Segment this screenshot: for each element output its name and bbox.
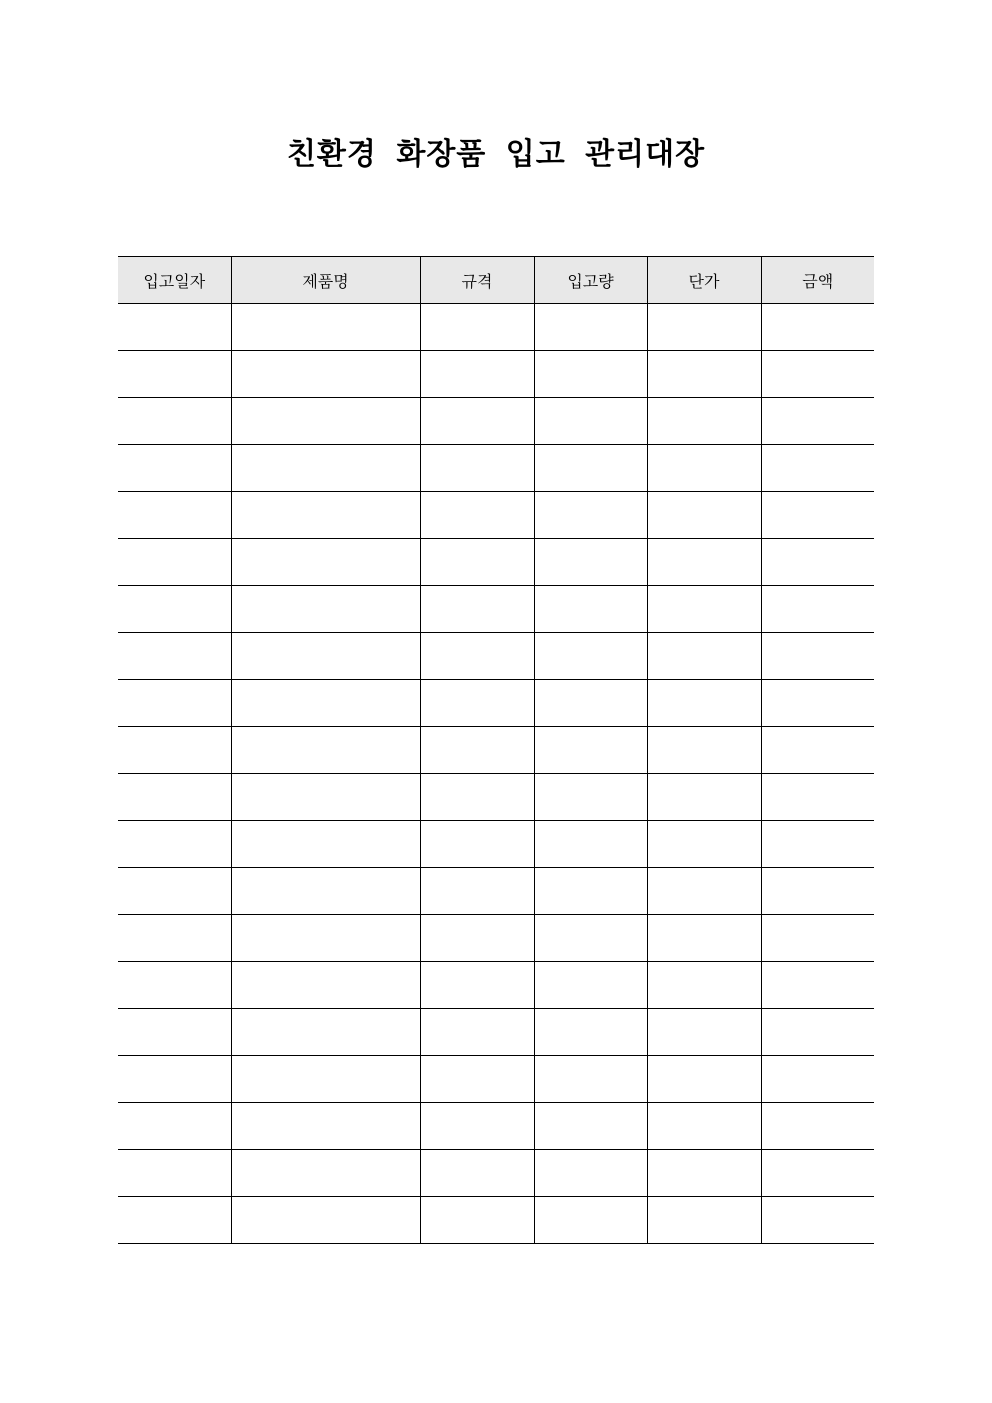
cell-amount[interactable] xyxy=(761,1056,874,1103)
cell-product-name[interactable] xyxy=(231,962,420,1009)
cell-receipt-date[interactable] xyxy=(118,774,231,821)
table-row xyxy=(118,962,874,1009)
cell-quantity[interactable] xyxy=(534,304,647,351)
cell-amount[interactable] xyxy=(761,351,874,398)
cell-receipt-date[interactable] xyxy=(118,586,231,633)
cell-unit-price[interactable] xyxy=(647,1056,761,1103)
cell-quantity[interactable] xyxy=(534,1150,647,1197)
cell-quantity[interactable] xyxy=(534,539,647,586)
cell-unit-price[interactable] xyxy=(647,727,761,774)
cell-receipt-date[interactable] xyxy=(118,445,231,492)
cell-receipt-date[interactable] xyxy=(118,633,231,680)
cell-quantity[interactable] xyxy=(534,633,647,680)
cell-specification[interactable] xyxy=(420,304,534,351)
cell-quantity[interactable] xyxy=(534,492,647,539)
cell-receipt-date[interactable] xyxy=(118,1197,231,1244)
cell-quantity[interactable] xyxy=(534,1103,647,1150)
cell-product-name[interactable] xyxy=(231,1056,420,1103)
cell-quantity[interactable] xyxy=(534,398,647,445)
table-row xyxy=(118,1197,874,1244)
cell-specification[interactable] xyxy=(420,1009,534,1056)
cell-amount[interactable] xyxy=(761,398,874,445)
cell-amount[interactable] xyxy=(761,1009,874,1056)
cell-specification[interactable] xyxy=(420,1150,534,1197)
cell-product-name[interactable] xyxy=(231,633,420,680)
cell-unit-price[interactable] xyxy=(647,1197,761,1244)
cell-quantity[interactable] xyxy=(534,915,647,962)
table-row xyxy=(118,868,874,915)
cell-amount[interactable] xyxy=(761,774,874,821)
cell-receipt-date[interactable] xyxy=(118,492,231,539)
cell-product-name[interactable] xyxy=(231,680,420,727)
cell-specification[interactable] xyxy=(420,868,534,915)
column-header-receipt-date: 입고일자 xyxy=(118,257,231,304)
table-row xyxy=(118,774,874,821)
cell-product-name[interactable] xyxy=(231,1197,420,1244)
cell-quantity[interactable] xyxy=(534,1056,647,1103)
cell-receipt-date[interactable] xyxy=(118,304,231,351)
cell-amount[interactable] xyxy=(761,962,874,1009)
table-row xyxy=(118,1009,874,1056)
cell-quantity[interactable] xyxy=(534,727,647,774)
table-row xyxy=(118,1103,874,1150)
cell-receipt-date[interactable] xyxy=(118,915,231,962)
table-row xyxy=(118,727,874,774)
cell-amount[interactable] xyxy=(761,821,874,868)
cell-receipt-date[interactable] xyxy=(118,351,231,398)
cell-specification[interactable] xyxy=(420,586,534,633)
table-header-row xyxy=(118,257,874,304)
table-row xyxy=(118,1150,874,1197)
table-row xyxy=(118,586,874,633)
cell-unit-price[interactable] xyxy=(647,398,761,445)
cell-receipt-date[interactable] xyxy=(118,868,231,915)
cell-product-name[interactable] xyxy=(231,586,420,633)
cell-product-name[interactable] xyxy=(231,351,420,398)
cell-amount[interactable] xyxy=(761,1103,874,1150)
table-row xyxy=(118,539,874,586)
cell-receipt-date[interactable] xyxy=(118,680,231,727)
column-header-unit-price: 단가 xyxy=(647,257,761,304)
cell-quantity[interactable] xyxy=(534,445,647,492)
cell-unit-price[interactable] xyxy=(647,1009,761,1056)
cell-quantity[interactable] xyxy=(534,868,647,915)
cell-product-name[interactable] xyxy=(231,445,420,492)
cell-product-name[interactable] xyxy=(231,774,420,821)
cell-amount[interactable] xyxy=(761,586,874,633)
cell-amount[interactable] xyxy=(761,492,874,539)
cell-specification[interactable] xyxy=(420,351,534,398)
column-header-product-name: 제품명 xyxy=(231,257,420,304)
cell-product-name[interactable] xyxy=(231,304,420,351)
cell-receipt-date[interactable] xyxy=(118,727,231,774)
cell-amount[interactable] xyxy=(761,1197,874,1244)
cell-specification[interactable] xyxy=(420,727,534,774)
cell-specification[interactable] xyxy=(420,915,534,962)
cell-specification[interactable] xyxy=(420,492,534,539)
cell-amount[interactable] xyxy=(761,680,874,727)
cell-specification[interactable] xyxy=(420,398,534,445)
cell-product-name[interactable] xyxy=(231,1009,420,1056)
cell-amount[interactable] xyxy=(761,727,874,774)
cell-receipt-date[interactable] xyxy=(118,398,231,445)
cell-amount[interactable] xyxy=(761,1150,874,1197)
cell-unit-price[interactable] xyxy=(647,633,761,680)
cell-unit-price[interactable] xyxy=(647,492,761,539)
cell-specification[interactable] xyxy=(420,1103,534,1150)
cell-product-name[interactable] xyxy=(231,821,420,868)
cell-quantity[interactable] xyxy=(534,774,647,821)
cell-amount[interactable] xyxy=(761,445,874,492)
cell-product-name[interactable] xyxy=(231,398,420,445)
receiving-ledger-table xyxy=(118,256,874,1244)
table-row xyxy=(118,398,874,445)
cell-unit-price[interactable] xyxy=(647,821,761,868)
table-row xyxy=(118,915,874,962)
table-body xyxy=(118,304,874,1244)
cell-receipt-date[interactable] xyxy=(118,1009,231,1056)
document-title: 친환경 화장품 입고 관리대장 xyxy=(286,137,706,172)
table-row xyxy=(118,633,874,680)
cell-unit-price[interactable] xyxy=(647,680,761,727)
cell-specification[interactable] xyxy=(420,1197,534,1244)
cell-unit-price[interactable] xyxy=(647,351,761,398)
cell-amount[interactable] xyxy=(761,633,874,680)
cell-quantity[interactable] xyxy=(534,351,647,398)
cell-unit-price[interactable] xyxy=(647,962,761,1009)
table-row xyxy=(118,351,874,398)
cell-amount[interactable] xyxy=(761,539,874,586)
cell-unit-price[interactable] xyxy=(647,1103,761,1150)
cell-amount[interactable] xyxy=(761,304,874,351)
table-row xyxy=(118,304,874,351)
cell-unit-price[interactable] xyxy=(647,915,761,962)
cell-amount[interactable] xyxy=(761,915,874,962)
cell-unit-price[interactable] xyxy=(647,868,761,915)
cell-specification[interactable] xyxy=(420,1056,534,1103)
cell-amount[interactable] xyxy=(761,868,874,915)
cell-product-name[interactable] xyxy=(231,539,420,586)
cell-specification[interactable] xyxy=(420,962,534,1009)
cell-unit-price[interactable] xyxy=(647,774,761,821)
table-row xyxy=(118,821,874,868)
cell-product-name[interactable] xyxy=(231,868,420,915)
cell-specification[interactable] xyxy=(420,774,534,821)
cell-specification[interactable] xyxy=(420,539,534,586)
cell-unit-price[interactable] xyxy=(647,445,761,492)
cell-unit-price[interactable] xyxy=(647,586,761,633)
cell-product-name[interactable] xyxy=(231,1103,420,1150)
table-row xyxy=(118,445,874,492)
cell-specification[interactable] xyxy=(420,680,534,727)
cell-unit-price[interactable] xyxy=(647,304,761,351)
column-header-specification: 규격 xyxy=(420,257,534,304)
cell-quantity[interactable] xyxy=(534,1009,647,1056)
cell-unit-price[interactable] xyxy=(647,539,761,586)
cell-quantity[interactable] xyxy=(534,680,647,727)
table-row xyxy=(118,680,874,727)
cell-product-name[interactable] xyxy=(231,915,420,962)
cell-receipt-date[interactable] xyxy=(118,821,231,868)
cell-specification[interactable] xyxy=(420,633,534,680)
cell-product-name[interactable] xyxy=(231,727,420,774)
cell-receipt-date[interactable] xyxy=(118,1056,231,1103)
table-row xyxy=(118,492,874,539)
cell-product-name[interactable] xyxy=(231,1150,420,1197)
cell-quantity[interactable] xyxy=(534,962,647,1009)
cell-receipt-date[interactable] xyxy=(118,1150,231,1197)
cell-receipt-date[interactable] xyxy=(118,962,231,1009)
cell-receipt-date[interactable] xyxy=(118,1103,231,1150)
cell-quantity[interactable] xyxy=(534,586,647,633)
cell-unit-price[interactable] xyxy=(647,1150,761,1197)
cell-quantity[interactable] xyxy=(534,821,647,868)
cell-product-name[interactable] xyxy=(231,492,420,539)
table-row xyxy=(118,1056,874,1103)
cell-receipt-date[interactable] xyxy=(118,539,231,586)
cell-specification[interactable] xyxy=(420,821,534,868)
cell-specification[interactable] xyxy=(420,445,534,492)
column-header-quantity: 입고량 xyxy=(534,257,647,304)
column-header-amount: 금액 xyxy=(761,257,874,304)
cell-quantity[interactable] xyxy=(534,1197,647,1244)
